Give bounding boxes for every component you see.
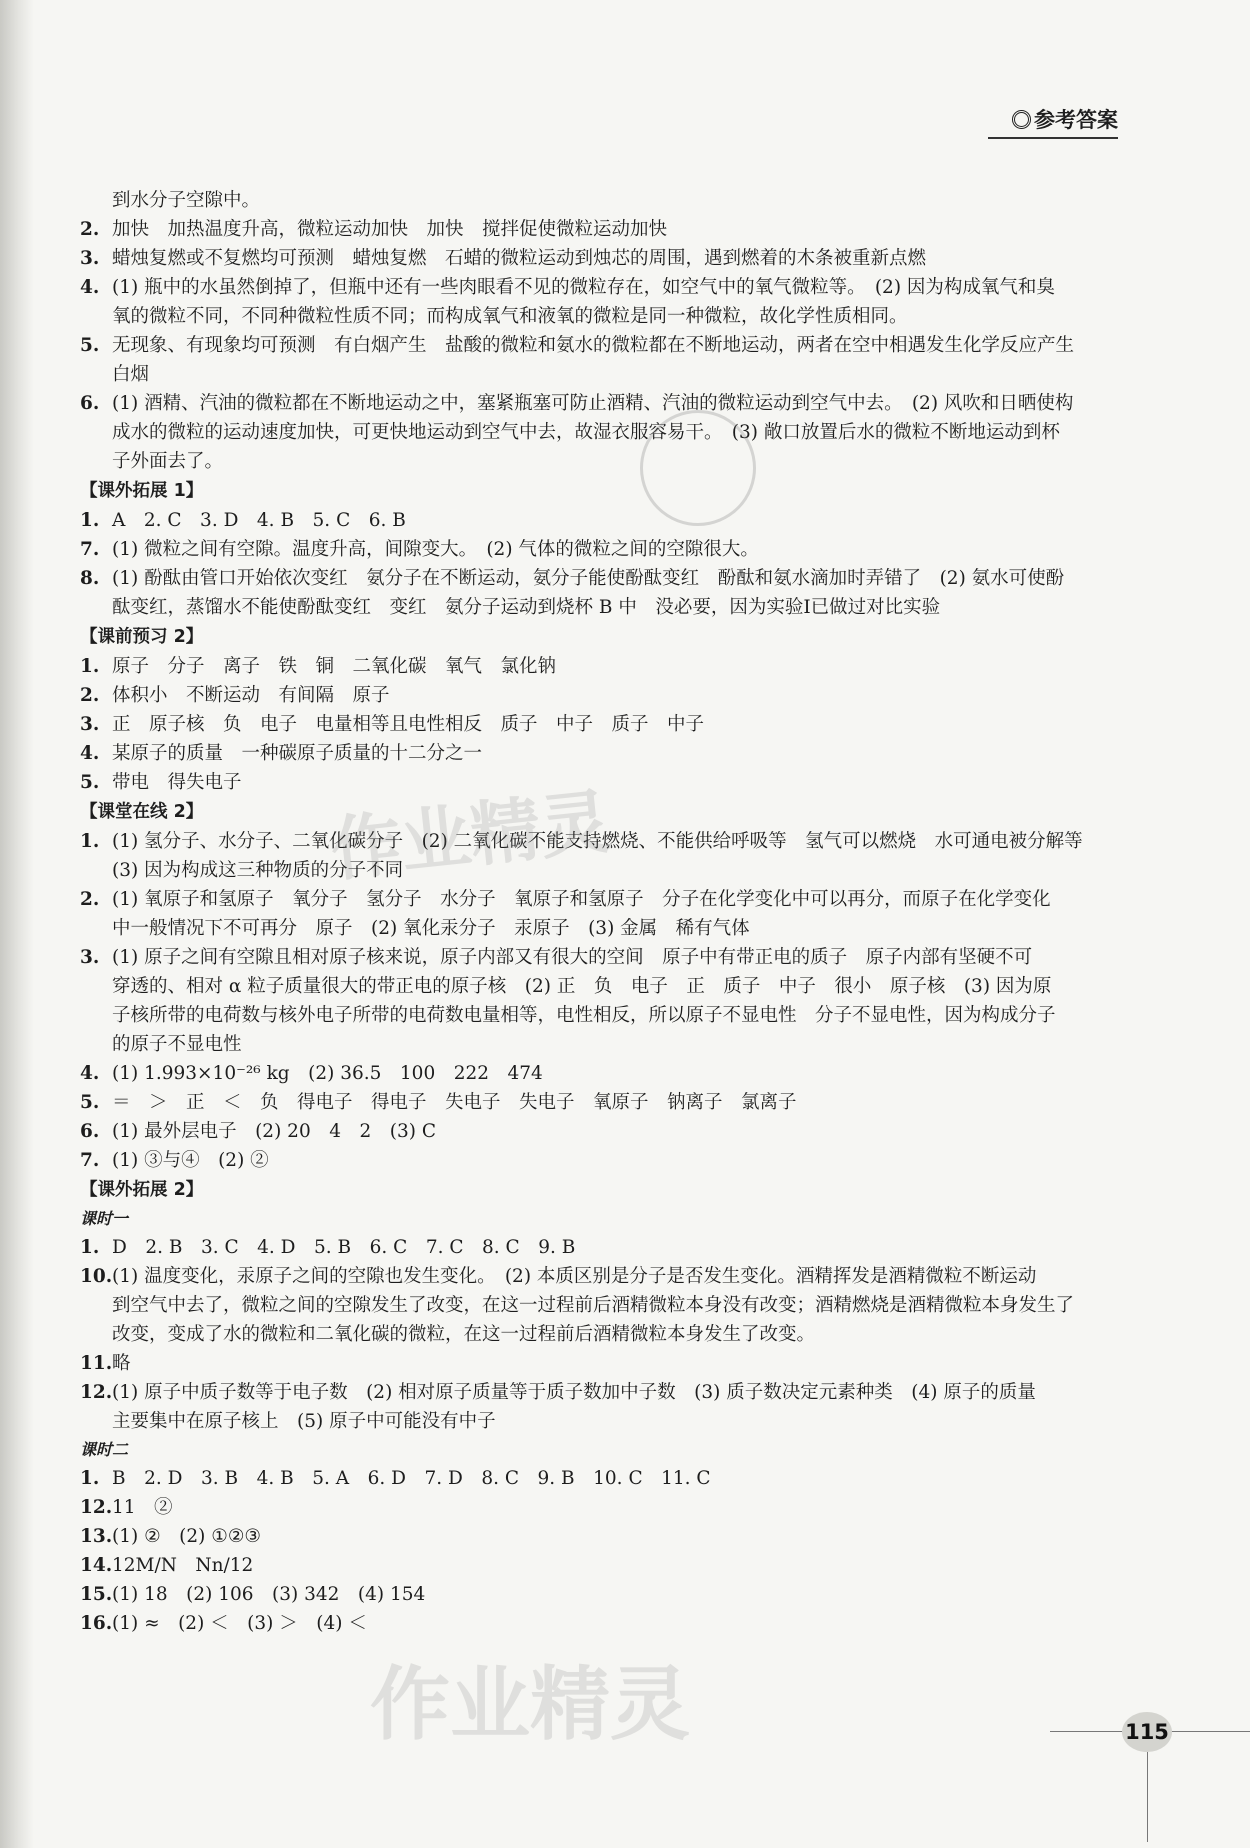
question-number: 6.	[80, 393, 100, 414]
question-number: 7.	[80, 539, 100, 560]
question-number: 4.	[80, 277, 100, 298]
answer-text: 体积小 不断运动 有间隔 原子	[112, 685, 390, 706]
answer-line	[80, 739, 1120, 768]
answer-text: 改变，变成了水的微粒和二氧化碳的微粒，在这一过程前后酒精微粒本身发生了改变。	[112, 1324, 816, 1345]
answer-line	[80, 1464, 1120, 1493]
question-number: 13.	[80, 1526, 113, 1547]
answer-continuation-line	[80, 1030, 1120, 1059]
answer-text: 子核所带的电荷数与核外电子所带的电荷数电量相等，电性相反，所以原子不显电性 分子不显电性，因为构成分子	[112, 1005, 1056, 1026]
answer-line	[80, 331, 1120, 360]
answer-text: (1) 1.993×10⁻²⁶ kg (2) 36.5 100 222 474	[112, 1063, 543, 1084]
question-number: 3.	[80, 947, 100, 968]
answer-continuation-line	[80, 418, 1120, 447]
answer-text: ＝ ＞ 正 ＜ 负 得电子 得电子 失电子 失电子 氧原子 钠离子 氯离子	[112, 1092, 797, 1113]
answer-text: 酞变红，蒸馏水不能使酚酞变红 变红 氨分子运动到烧杯 B 中 没必要，因为实验Ⅰ已做过对比实验	[112, 597, 941, 618]
question-number: 5.	[80, 1092, 100, 1113]
answer-text: 【课外拓展 2】	[80, 1180, 204, 1200]
answer-text: 原子 分子 离子 铁 铜 二氧化碳 氧气 氯化钠	[112, 656, 557, 677]
answer-line	[80, 1146, 1120, 1175]
answer-continuation-line	[80, 1407, 1120, 1436]
answer-line	[80, 885, 1120, 914]
subsection-heading	[80, 1436, 1120, 1464]
section-heading	[80, 476, 1120, 506]
answer-line	[80, 244, 1120, 273]
answer-line	[80, 943, 1120, 972]
answer-text: 课时二	[80, 1440, 129, 1459]
answer-text: (1) 18 (2) 106 (3) 342 (4) 154	[112, 1584, 426, 1605]
answer-line	[80, 1349, 1120, 1378]
answer-continuation-line	[80, 302, 1120, 331]
header-title: 参考答案	[1034, 108, 1118, 132]
answer-text: 某原子的质量 一种碳原子质量的十二分之一	[112, 743, 483, 764]
answer-line	[80, 1117, 1120, 1146]
answer-text: 【课前预习 2】	[80, 627, 204, 647]
section-heading	[80, 622, 1120, 652]
question-number: 12.	[80, 1497, 113, 1518]
answer-text: (1) 最外层电子 (2) 20 4 2 (3) C	[112, 1121, 436, 1142]
answer-text: B 2. D 3. B 4. B 5. A 6. D 7. D 8. C 9. B 10. C 11. C	[112, 1468, 711, 1489]
answer-text: (1) 瓶中的水虽然倒掉了，但瓶中还有一些肉眼看不见的微粒存在，如空气中的氧气微粒等。 (2) 因为构成氧气和臭	[112, 277, 1055, 298]
answer-line	[80, 1522, 1120, 1551]
answer-text: 蜡烛复燃或不复燃均可预测 蜡烛复燃 石蜡的微粒运动到烛芯的周围，遇到燃着的木条被重新点燃	[112, 248, 927, 269]
answer-line	[80, 1059, 1120, 1088]
answer-line	[80, 564, 1120, 593]
answer-text: (1) 氧原子和氢原子 氧分子 氢分子 水分子 氧原子和氢原子 分子在化学变化中可以再分，而原子在化学变化	[112, 889, 1051, 910]
subsection-heading	[80, 1205, 1120, 1233]
answer-text: (1) 原子之间有空隙且相对原子核来说，原子内部又有很大的空间 原子中有带正电的质子 原子内部有坚硬不可	[112, 947, 1033, 968]
question-number: 1.	[80, 510, 100, 531]
answer-line	[80, 681, 1120, 710]
answer-line	[80, 389, 1120, 418]
answer-line	[80, 215, 1120, 244]
question-number: 10.	[80, 1266, 113, 1287]
question-number: 14.	[80, 1555, 113, 1576]
answer-continuation-line	[80, 360, 1120, 389]
answer-text: 到空气中去了，微粒之间的空隙发生了改变，在这一过程前后酒精微粒本身没有改变；酒精燃烧是酒精微粒本身发生了	[112, 1295, 1075, 1316]
answer-text: 【课外拓展 1】	[80, 481, 204, 501]
header-rule	[988, 137, 1118, 139]
section-heading	[80, 1175, 1120, 1205]
answer-text: 到水分子空隙中。	[112, 190, 261, 211]
answer-continuation-line	[80, 186, 1120, 215]
answer-text: A 2. C 3. D 4. B 5. C 6. B	[112, 510, 406, 531]
answer-text: 的原子不显电性	[112, 1034, 242, 1055]
answer-text: 白烟	[112, 364, 150, 385]
question-number: 5.	[80, 335, 100, 356]
question-number: 5.	[80, 772, 100, 793]
answer-text: 成水的微粒的运动速度加快，可更快地运动到空气中去，故湿衣服容易干。 (3) 敞口放置后水的微粒不断地运动到杯	[112, 422, 1060, 443]
answer-line	[80, 1609, 1120, 1638]
answer-text: (1) 温度变化，汞原子之间的空隙也发生变化。 (2) 本质区别是分子是否发生变化。酒精挥发是酒精微粒不断运动	[112, 1266, 1037, 1287]
answer-text: 子外面去了。	[112, 451, 224, 472]
answer-text: 带电 得失电子	[112, 772, 242, 793]
question-number: 8.	[80, 568, 100, 589]
answer-line	[80, 1580, 1120, 1609]
footer-vertical-rule	[1147, 1752, 1148, 1842]
page-header	[1012, 104, 1118, 134]
answer-line	[80, 506, 1120, 535]
answer-text: (1) 氢分子、水分子、二氧化碳分子 (2) 二氧化碳不能支持燃烧、不能供给呼吸等 氢气可以燃烧 水可通电被分解等	[112, 831, 1083, 852]
answer-line	[80, 1378, 1120, 1407]
watermark-text: 作业精灵	[327, 780, 615, 892]
question-number: 1.	[80, 656, 100, 677]
answer-text: 课时一	[80, 1209, 129, 1228]
answer-continuation-line	[80, 972, 1120, 1001]
answer-line	[80, 1088, 1120, 1117]
question-number: 11.	[80, 1353, 113, 1374]
question-number: 12.	[80, 1382, 113, 1403]
watermark-text-bottom: 作业精灵	[370, 1658, 690, 1751]
answer-text: (1) 微粒之间有空隙。温度升高，间隙变大。 (2) 气体的微粒之间的空隙很大。	[112, 539, 759, 560]
answer-continuation-line	[80, 1320, 1120, 1349]
question-number: 4.	[80, 1063, 100, 1084]
answer-line	[80, 1493, 1120, 1522]
answer-text: 11 ②	[112, 1497, 173, 1518]
answer-text: 氧的微粒不同，不同种微粒性质不同；而构成氧气和液氧的微粒是同一种微粒，故化学性质相同。	[112, 306, 908, 327]
answer-line	[80, 535, 1120, 564]
answer-text: 加快 加热温度升高，微粒运动加快 加快 搅拌促使微粒运动加快	[112, 219, 668, 240]
answer-text: 略	[112, 1353, 131, 1374]
answer-text: 主要集中在原子核上 (5) 原子中可能没有中子	[112, 1411, 496, 1432]
answer-text: (1) 原子中质子数等于电子数 (2) 相对原子质量等于质子数加中子数 (3) 质子数决定元素种类 (4) 原子的质量	[112, 1382, 1036, 1403]
answer-continuation-line	[80, 447, 1120, 476]
answer-text: (1) ② (2) ①②③	[112, 1526, 262, 1547]
question-number: 16.	[80, 1613, 113, 1634]
answer-line	[80, 1262, 1120, 1291]
answer-text: (1) ③与④ (2) ②	[112, 1150, 269, 1171]
question-number: 1.	[80, 1237, 100, 1258]
answer-line	[80, 1233, 1120, 1262]
question-number: 2.	[80, 685, 100, 706]
answer-text: (1) 酒精、汽油的微粒都在不断地运动之中，塞紧瓶塞可防止酒精、汽油的微粒运动到空气中去。 (2) 风吹和日晒使构	[112, 393, 1074, 414]
question-number: 2.	[80, 219, 100, 240]
answer-content	[80, 186, 1120, 1638]
question-number: 1.	[80, 1468, 100, 1489]
question-number: 2.	[80, 889, 100, 910]
answer-continuation-line	[80, 1291, 1120, 1320]
question-number: 1.	[80, 831, 100, 852]
answer-text: 穿透的、相对 α 粒子质量很大的带正电的原子核 (2) 正 负 电子 正 质子 中子 很小 原子核 (3) 因为原	[112, 976, 1052, 997]
answer-text: 【课堂在线 2】	[80, 802, 204, 822]
answer-line	[80, 710, 1120, 739]
answer-text: 正 原子核 负 电子 电量相等且电性相反 质子 中子 质子 中子	[112, 714, 705, 735]
page-number: 115	[1122, 1712, 1172, 1752]
answer-text: 中一般情况下不可再分 原子 (2) 氧化汞分子 汞原子 (3) 金属 稀有气体	[112, 918, 750, 939]
answer-text: (3) 因为构成这三种物质的分子不同	[112, 860, 404, 881]
answer-line	[80, 652, 1120, 681]
question-number: 15.	[80, 1584, 113, 1605]
answer-continuation-line	[80, 914, 1120, 943]
answer-text: D 2. B 3. C 4. D 5. B 6. C 7. C 8. C 9. B	[112, 1237, 576, 1258]
question-number: 4.	[80, 743, 100, 764]
question-number: 3.	[80, 248, 100, 269]
answer-text: (1) 酚酞由管口开始依次变红 氨分子在不断运动，氨分子能使酚酞变红 酚酞和氨水滴加时弄错了 (2) 氨水可使酚	[112, 568, 1065, 589]
question-number: 6.	[80, 1121, 100, 1142]
question-number: 3.	[80, 714, 100, 735]
answer-line	[80, 1551, 1120, 1580]
answer-line	[80, 273, 1120, 302]
answer-text: (1) ≈ (2) ＜ (3) ＞ (4) ＜	[112, 1613, 367, 1634]
double-circle-icon	[1012, 110, 1031, 129]
question-number: 7.	[80, 1150, 100, 1171]
answer-text: 12M/N Nn/12	[112, 1555, 254, 1576]
answer-continuation-line	[80, 593, 1120, 622]
answer-continuation-line	[80, 1001, 1120, 1030]
page-spine-shadow	[0, 0, 34, 1848]
answer-text: 无现象、有现象均可预测 有白烟产生 盐酸的微粒和氨水的微粒都在不断地运动，两者在空中相遇发生化学反应产生	[112, 335, 1075, 356]
